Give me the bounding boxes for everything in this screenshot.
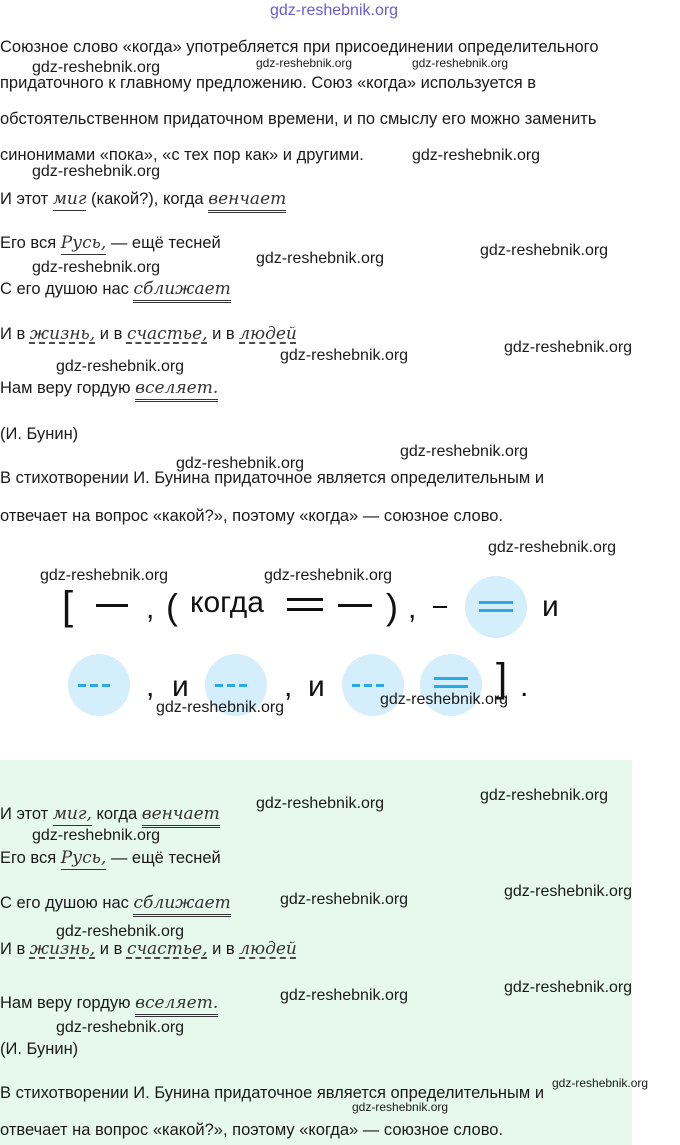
scheme-and: и [308, 670, 325, 703]
watermark: gdz-reshebnik.org [380, 691, 509, 708]
watermark: gdz-reshebnik.org [280, 891, 409, 908]
poem-author: (И. Бунин) [0, 425, 79, 443]
answer-explanation-line-2: отвечает на вопрос «какой?», поэтому «когда» — союзное слово. [0, 1121, 504, 1139]
answer-poem-line-1 [0, 804, 220, 824]
scheme-close-paren: ) [386, 586, 398, 627]
watermark: gdz-reshebnik.org [156, 699, 285, 716]
poem-line-4 [0, 324, 297, 344]
watermark: gdz-reshebnik.org [504, 339, 633, 356]
poem-text: Нам веру гордую [0, 994, 136, 1012]
scheme-predicate-bubble [465, 576, 527, 638]
scheme-subject-dash-2 [338, 604, 372, 607]
poem-line-3 [0, 279, 231, 299]
poem-text: — ещё тесней [106, 234, 221, 252]
predicate-word: сближает [133, 279, 230, 303]
answer-poem-line-3 [0, 893, 231, 913]
watermark-top: gdz-reshebnik.org [270, 2, 399, 19]
poem-text: И в [0, 325, 30, 343]
predicate-word: венчает [208, 189, 286, 213]
poem-text: (какой?), когда [86, 190, 209, 208]
scheme-object-bubble [68, 654, 130, 716]
watermark: gdz-reshebnik.org [256, 795, 385, 812]
watermark: gdz-reshebnik.org [40, 567, 169, 584]
watermark: gdz-reshebnik.org [56, 358, 185, 375]
poem-line-2 [0, 233, 221, 253]
subject-word: Русь, [60, 848, 107, 868]
predicate-line [434, 677, 468, 680]
poem-text: И этот [0, 190, 53, 208]
predicate-word: вселяет. [135, 378, 218, 402]
object-dash [376, 684, 384, 687]
watermark: gdz-reshebnik.org [32, 163, 161, 180]
object-dash [78, 684, 86, 687]
scheme-open-paren: ( [166, 586, 178, 627]
object-word: счастье, [126, 939, 208, 959]
object-dash [364, 684, 372, 687]
explanation-line-1: В стихотворении И. Бунина придаточное является определительным и [0, 469, 545, 487]
scheme-word-kogda: когда [190, 586, 264, 619]
scheme-dot: . [520, 670, 529, 703]
watermark: gdz-reshebnik.org [256, 56, 353, 70]
watermark: gdz-reshebnik.org [352, 1100, 449, 1114]
scheme-predicate-line-bottom [287, 608, 323, 611]
answer-explanation-line-1: В стихотворении И. Бунина придаточное является определительным и [0, 1084, 545, 1102]
watermark: gdz-reshebnik.org [488, 539, 617, 556]
poem-text: И в [0, 940, 30, 958]
poem-text: — ещё тесней [106, 849, 221, 867]
predicate-line [434, 685, 468, 688]
watermark: gdz-reshebnik.org [56, 1019, 185, 1036]
intro-line-4: синонимами «пока», «с тех пор как» и другими. [0, 146, 364, 164]
watermark: gdz-reshebnik.org [32, 827, 161, 844]
poem-text: С его душою нас [0, 280, 134, 298]
scheme-and: и [542, 590, 559, 623]
watermark: gdz-reshebnik.org [504, 979, 633, 996]
watermark: gdz-reshebnik.org [552, 1076, 649, 1090]
object-dash [215, 684, 223, 687]
intro-line-3: обстоятельственном придаточном времени, и по смыслу его можно заменить [0, 110, 597, 128]
object-dash [227, 684, 235, 687]
object-word: жизнь, [29, 324, 96, 344]
poem-text: Его вся [0, 849, 61, 867]
object-word: жизнь, [29, 939, 96, 959]
watermark: gdz-reshebnik.org [400, 443, 529, 460]
scheme-comma: , [146, 592, 155, 625]
object-dash [102, 684, 110, 687]
watermark: gdz-reshebnik.org [480, 242, 609, 259]
scheme-comma: , [408, 592, 417, 625]
answer-poem-line-2 [0, 848, 221, 868]
scheme-close-bracket: ] [496, 656, 508, 700]
intro-line-1: Союзное слово «когда» употребляется при присоединении определительного [0, 38, 599, 56]
answer-poem-author: (И. Бунин) [0, 1040, 79, 1058]
poem-text: Нам веру гордую [0, 379, 136, 397]
subject-word: Русь, [60, 233, 107, 253]
scheme-predicate-line-top [287, 598, 323, 601]
poem-text: и в [95, 325, 127, 343]
poem-text: и в [95, 940, 127, 958]
poem-text: когда [91, 805, 142, 823]
scheme-open-bracket: [ [62, 584, 74, 628]
object-word: людей [239, 324, 297, 344]
watermark: gdz-reshebnik.org [480, 787, 609, 804]
answer-poem-line-5 [0, 993, 218, 1013]
watermark: gdz-reshebnik.org [264, 567, 393, 584]
watermark: gdz-reshebnik.org [280, 987, 409, 1004]
predicate-line [479, 601, 513, 604]
poem-text: Его вся [0, 234, 61, 252]
watermark: gdz-reshebnik.org [32, 259, 161, 276]
subject-word: миг, [52, 804, 92, 824]
scheme-comma: , [146, 670, 155, 703]
poem-text: и в [207, 940, 240, 958]
poem-text: И этот [0, 805, 53, 823]
poem-text: С его душою нас [0, 894, 134, 912]
scheme-subject-dash [96, 604, 128, 607]
watermark: gdz-reshebnik.org [412, 56, 509, 70]
poem-line-5 [0, 378, 218, 398]
intro-line-2: придаточного к главному предложению. Союз «когда» используется в [0, 74, 537, 92]
watermark: gdz-reshebnik.org [280, 347, 409, 364]
subject-word: миг [52, 189, 87, 209]
explanation-line-2: отвечает на вопрос «какой?», поэтому «когда» — союзное слово. [0, 507, 504, 525]
object-word: счастье, [126, 324, 208, 344]
predicate-word: сближает [133, 893, 230, 917]
scheme-comma: , [284, 670, 293, 703]
predicate-word: венчает [142, 804, 220, 828]
watermark: gdz-reshebnik.org [56, 923, 185, 940]
watermark: gdz-reshebnik.org [176, 455, 305, 472]
object-word: людей [239, 939, 297, 959]
answer-poem-line-4 [0, 939, 297, 959]
poem-text: и в [207, 325, 240, 343]
object-dash [90, 684, 98, 687]
watermark: gdz-reshebnik.org [412, 147, 541, 164]
scheme-and: и [172, 670, 189, 703]
object-dash [352, 684, 360, 687]
scheme-dash [433, 606, 447, 608]
predicate-line [479, 609, 513, 612]
watermark: gdz-reshebnik.org [256, 250, 385, 267]
poem-line-1 [0, 189, 286, 209]
object-dash [239, 684, 247, 687]
watermark: gdz-reshebnik.org [32, 59, 161, 76]
watermark: gdz-reshebnik.org [504, 883, 633, 900]
predicate-word: вселяет. [135, 993, 218, 1017]
